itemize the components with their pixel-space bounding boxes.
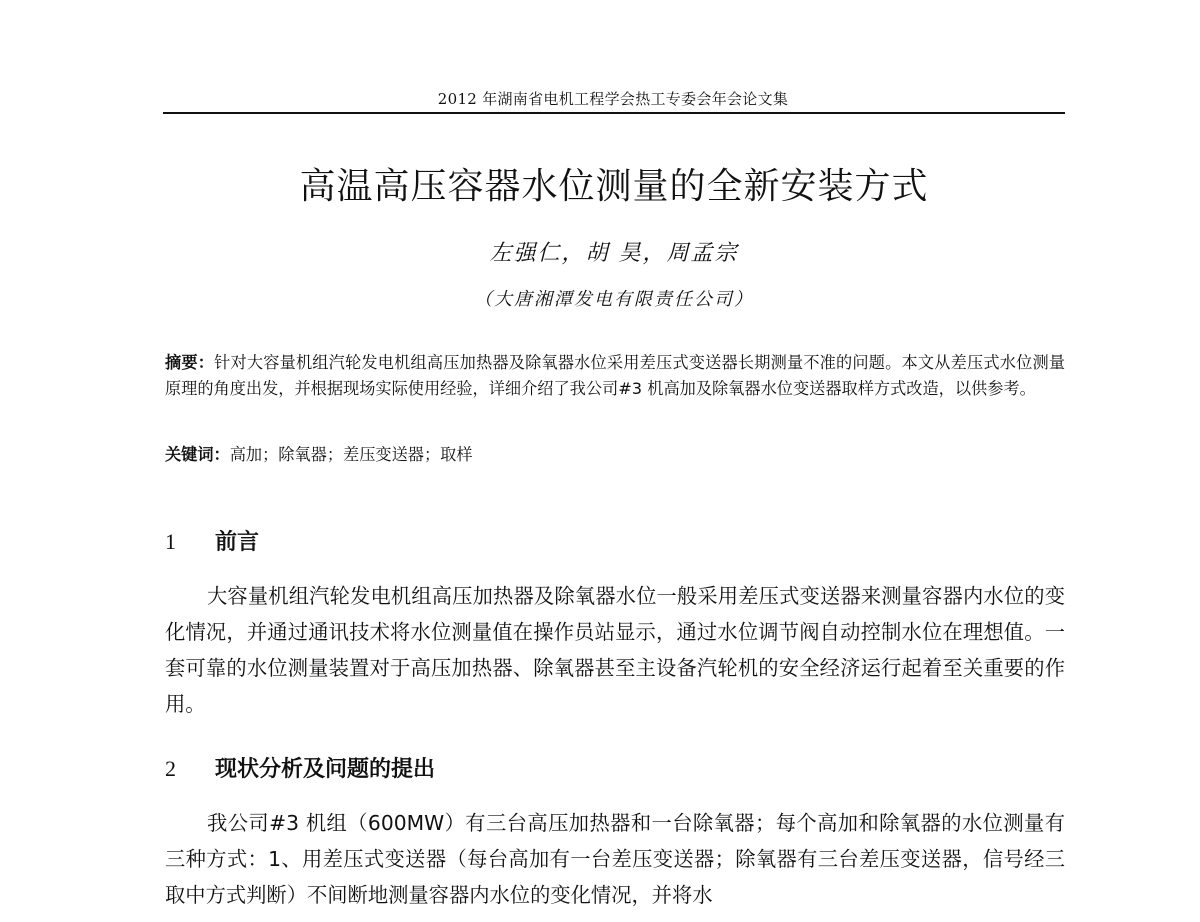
- header-rule: [163, 112, 1065, 114]
- abstract: [165, 350, 1065, 402]
- section-heading-2: [165, 752, 435, 783]
- section-number: 1: [165, 529, 176, 554]
- section-1-body: 大容量机组汽轮发电机组高压加热器及除氧器水位一般采用差压式变送器来测量容器内水位的变化情况，并通过通讯技术将水位测量值在操作员站显示，通过水位调节阀自动控制水位在理想值。一套可靠的水位测量装置对于高压加热器、除氧器甚至主设备汽轮机的安全经济运行起着至关重要的作用。: [165, 584, 1065, 716]
- keywords: [165, 442, 1065, 468]
- paper-affiliation: （大唐湘潭发电有限责任公司）: [474, 289, 754, 310]
- abstract-label: 摘要：: [165, 353, 215, 372]
- keywords-text: 高加；除氧器；差压变送器；取样: [229, 445, 473, 464]
- section-2-body: 我公司#3 机组（600MW）有三台高压加热器和一台除氧器；每个高加和除氧器的水位测量有三种方式：1、用差压式变送器（每台高加有一台差压变送器；除氧器有三台差压变送器，信号经三取中方式判断）不间断地测量容器内水位的变化情况，并将水: [165, 811, 1065, 907]
- paper-title: 高温高压容器水位测量的全新安装方式: [299, 166, 929, 207]
- running-header: 2012 年湖南省电机工程学会热工专委会年会论文集: [437, 90, 789, 108]
- paper-authors: 左强仁，胡 昊，周孟宗: [489, 241, 739, 266]
- section-number: 2: [165, 756, 176, 781]
- section-heading-1: [165, 525, 259, 556]
- abstract-text: 针对大容量机组汽轮发电机组高压加热器及除氧器水位采用差压式变送器长期测量不准的问题。本文从差压式水位测量原理的角度出发，并根据现场实际使用经验，详细介绍了我公司#3 机高加及除氧器水位变送器取样方式改造，以供参考。: [165, 353, 1066, 398]
- section-title: 现状分析及问题的提出: [215, 757, 436, 782]
- section-title: 前言: [215, 530, 260, 555]
- keywords-label: 关键词：: [165, 445, 230, 464]
